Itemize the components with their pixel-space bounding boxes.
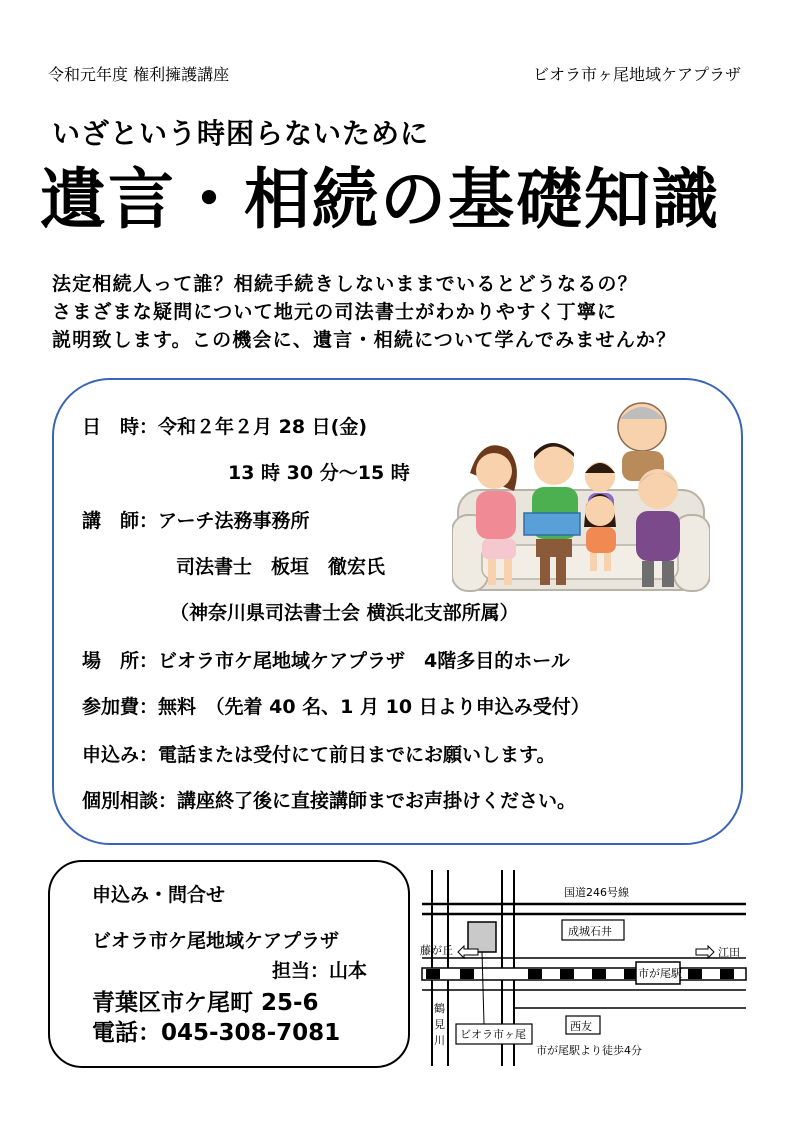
contact-phone[interactable]: 電話：045-308-7081 — [92, 1020, 341, 1046]
map-nishitomo-label: 西友 — [570, 1020, 592, 1033]
contact-person: 担当：山本 — [272, 960, 368, 982]
family-on-sofa-illustration — [452, 395, 710, 605]
subtitle: いざという時困らないために — [52, 117, 430, 150]
apply-label: 申込み： — [82, 744, 159, 766]
map-fujigaoka-label: 藤が丘 — [420, 944, 453, 957]
map-seijo-label: 成城石井 — [568, 925, 612, 938]
intro-line: 説明致します。この機会に、遺言・相続について学んでみませんか？ — [52, 329, 677, 351]
lecturer-label: 講 師： — [82, 510, 159, 532]
map-tsurumi-char: 川 — [434, 1034, 445, 1047]
map-station-label: 市が尾駅 — [638, 967, 682, 980]
header-course-name: 令和元年度 権利擁護講座 — [48, 65, 230, 84]
lecturer-name: 司法書士 板垣 徹宏氏 — [176, 556, 386, 578]
consult-label: 個別相談： — [82, 790, 178, 812]
intro-line: さまざまな疑問について地元の司法書士がわかりやすく丁寧に — [52, 301, 618, 323]
map-arrow-right-icon — [696, 946, 714, 958]
lecturer-affiliation: （神奈川県司法書士会 横浜北支部所属） — [170, 602, 519, 624]
venue-label: 場 所： — [82, 650, 159, 672]
page-title: 遺言・相続の基礎知識 — [40, 161, 720, 238]
fee-label: 参加費： — [82, 696, 159, 718]
fee-value: 無料 （先着 40 名、1 月 10 日より申込み受付） — [158, 696, 590, 718]
lecturer-office: アーチ法務事務所 — [158, 510, 310, 532]
date-row — [82, 412, 367, 439]
map-route-246-label: 国道246号線 — [564, 886, 629, 899]
header-organizer: ビオラ市ヶ尾地域ケアプラザ — [532, 65, 741, 84]
map-eda-label: 江田 — [718, 946, 740, 959]
date-label: 日 時： — [82, 416, 159, 438]
intro-text — [52, 270, 676, 354]
map-tsurumi-char: 見 — [434, 1018, 445, 1031]
fee-row — [82, 692, 590, 719]
map-plaza-label: ビオラ市ヶ尾 — [460, 1028, 526, 1041]
time-value: 13 時 30 分～15 時 — [228, 462, 410, 484]
venue-row — [82, 646, 570, 673]
date-value: 令和２年２月 28 日(金) — [158, 416, 368, 438]
contact-heading: 申込み・問合せ — [92, 884, 226, 906]
apply-row — [82, 740, 556, 767]
contact-organization: ビオラ市ケ尾地域ケアプラザ — [92, 930, 340, 952]
intro-line: 法定相続人って誰？相続手続きしないままでいるとどうなるの？ — [52, 273, 638, 295]
apply-value: 電話または受付にて前日までにお願いします。 — [158, 744, 556, 766]
access-map — [418, 860, 750, 1070]
contact-address: 青葉区市ケ尾町 25-6 — [92, 990, 319, 1016]
venue-value: ビオラ市ケ尾地域ケアプラザ 4階多目的ホール — [158, 650, 570, 672]
map-walk-label: 市が尾駅より徒歩4分 — [536, 1044, 642, 1057]
map-plaza-building — [468, 922, 496, 952]
consult-value: 講座終了後に直接講師までお声掛けください。 — [177, 790, 577, 812]
consult-row — [82, 786, 576, 813]
map-tsurumi-char: 鶴 — [434, 1002, 445, 1015]
lecturer-row — [82, 506, 309, 533]
